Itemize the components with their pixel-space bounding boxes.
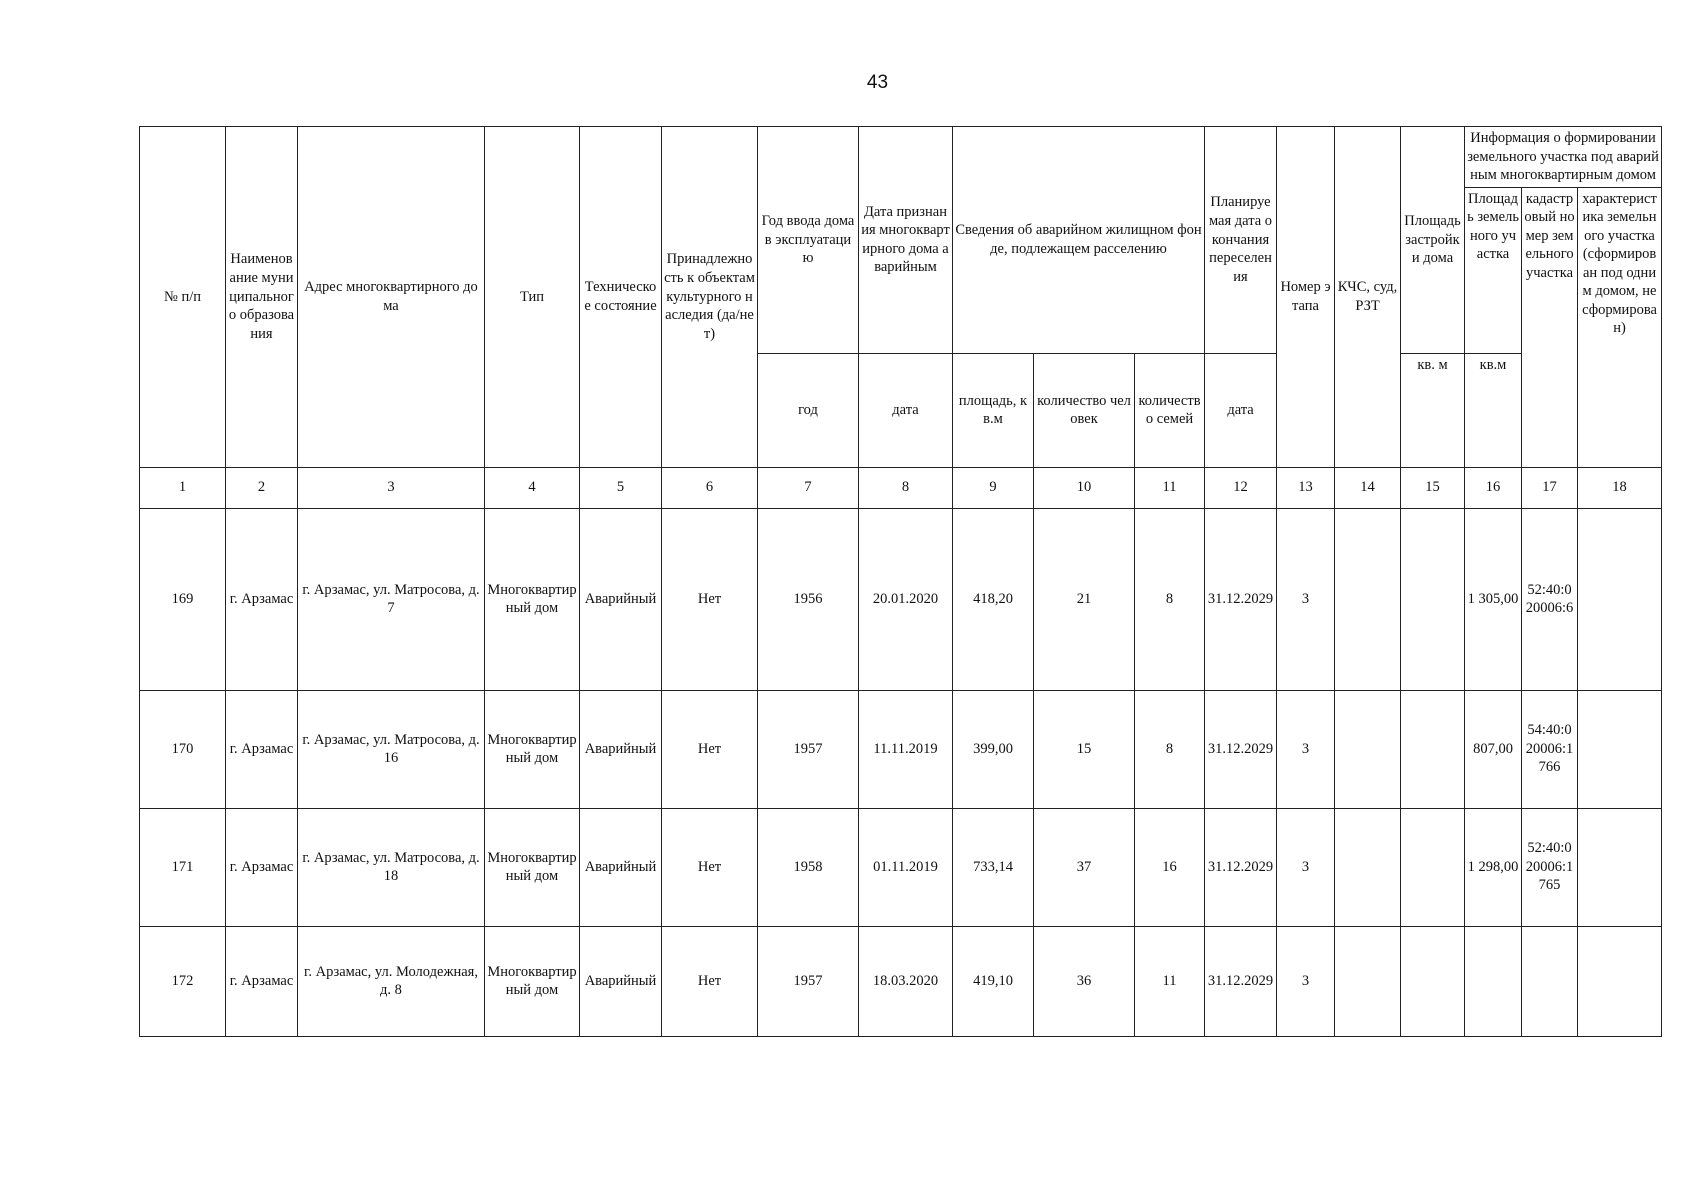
header-fund-group: Сведения об аварийном жилищном фонде, подлежащем расселению <box>953 127 1205 354</box>
cell-date-recognized: 01.11.2019 <box>859 808 953 926</box>
column-number: 3 <box>298 467 485 508</box>
header-built-area: Площадь застройки дома <box>1401 127 1465 354</box>
cell-municipality: г. Арзамас <box>226 808 298 926</box>
cell-stage: 3 <box>1277 926 1335 1036</box>
cell-date-end: 31.12.2029 <box>1205 508 1277 690</box>
column-number: 2 <box>226 467 298 508</box>
cell-people: 36 <box>1034 926 1135 1036</box>
column-number: 10 <box>1034 467 1135 508</box>
column-number: 14 <box>1335 467 1401 508</box>
cell-number: 170 <box>140 690 226 808</box>
cell-heritage: Нет <box>662 690 758 808</box>
unit-date-end: дата <box>1205 353 1277 467</box>
cell-land-characteristic <box>1578 926 1662 1036</box>
cell-year: 1956 <box>758 508 859 690</box>
column-number: 13 <box>1277 467 1335 508</box>
cell-kchs <box>1335 508 1401 690</box>
cell-land-characteristic <box>1578 690 1662 808</box>
header-cadastral: кадастровый номер земельного участка <box>1522 187 1578 467</box>
header-land-group: Информация о формировании земельного участка под аварийным многоквартирным домом <box>1465 127 1662 188</box>
header-date-recognized: Дата признания многоквартирного дома аварийным <box>859 127 953 354</box>
unit-land-area: кв.м <box>1465 353 1522 467</box>
cell-built-area <box>1401 508 1465 690</box>
header-address: Адрес многоквартирного дома <box>298 127 485 468</box>
cell-land-characteristic <box>1578 808 1662 926</box>
cell-area: 733,14 <box>953 808 1034 926</box>
header-land-area: Площадь земельного участка <box>1465 187 1522 353</box>
unit-date-recognized: дата <box>859 353 953 467</box>
cell-stage: 3 <box>1277 508 1335 690</box>
column-number-row <box>140 467 1662 508</box>
column-number: 5 <box>580 467 662 508</box>
cell-heritage: Нет <box>662 808 758 926</box>
unit-built-area: кв. м <box>1401 353 1465 467</box>
column-number: 6 <box>662 467 758 508</box>
column-number: 15 <box>1401 467 1465 508</box>
header-type: Тип <box>485 127 580 468</box>
cell-number: 171 <box>140 808 226 926</box>
cell-kchs <box>1335 690 1401 808</box>
unit-families: количество семей <box>1135 353 1205 467</box>
cell-municipality: г. Арзамас <box>226 926 298 1036</box>
header-municipality: Наименование муниципального образования <box>226 127 298 468</box>
cell-municipality: г. Арзамас <box>226 690 298 808</box>
cell-address: г. Арзамас, ул. Матросова, д. 18 <box>298 808 485 926</box>
cell-kchs <box>1335 926 1401 1036</box>
cell-heritage: Нет <box>662 926 758 1036</box>
column-number: 8 <box>859 467 953 508</box>
table-row <box>140 926 1662 1036</box>
cell-land-characteristic <box>1578 508 1662 690</box>
column-number: 18 <box>1578 467 1662 508</box>
page-number: 43 <box>866 72 889 93</box>
cell-land-area: 1 305,00 <box>1465 508 1522 690</box>
cell-date-end: 31.12.2029 <box>1205 808 1277 926</box>
cell-land-area: 807,00 <box>1465 690 1522 808</box>
cell-date-end: 31.12.2029 <box>1205 690 1277 808</box>
header-year: Год ввода дома в эксплуатацию <box>758 127 859 354</box>
emergency-housing-table <box>139 126 1662 1037</box>
table-row <box>140 808 1662 926</box>
cell-area: 399,00 <box>953 690 1034 808</box>
cell-people: 37 <box>1034 808 1135 926</box>
header-date-end: Планируемая дата окончания переселения <box>1205 127 1277 354</box>
cell-condition: Аварийный <box>580 508 662 690</box>
cell-year: 1957 <box>758 926 859 1036</box>
cell-cadastral: 52:40:020006:1765 <box>1522 808 1578 926</box>
cell-land-area: 1 298,00 <box>1465 808 1522 926</box>
table-row <box>140 690 1662 808</box>
cell-built-area <box>1401 690 1465 808</box>
header-number: № п/п <box>140 127 226 468</box>
column-number: 16 <box>1465 467 1522 508</box>
cell-number: 169 <box>140 508 226 690</box>
unit-area: площадь, кв.м <box>953 353 1034 467</box>
cell-families: 11 <box>1135 926 1205 1036</box>
cell-condition: Аварийный <box>580 926 662 1036</box>
cell-year: 1957 <box>758 690 859 808</box>
column-number: 11 <box>1135 467 1205 508</box>
cell-stage: 3 <box>1277 808 1335 926</box>
cell-built-area <box>1401 808 1465 926</box>
cell-area: 418,20 <box>953 508 1034 690</box>
cell-families: 8 <box>1135 690 1205 808</box>
cell-type: Многоквартирный дом <box>485 508 580 690</box>
cell-area: 419,10 <box>953 926 1034 1036</box>
cell-type: Многоквартирный дом <box>485 808 580 926</box>
cell-cadastral: 52:40:020006:6 <box>1522 508 1578 690</box>
cell-date-recognized: 18.03.2020 <box>859 926 953 1036</box>
column-number: 12 <box>1205 467 1277 508</box>
cell-type: Многоквартирный дом <box>485 926 580 1036</box>
table-row <box>140 508 1662 690</box>
column-number: 17 <box>1522 467 1578 508</box>
unit-year: год <box>758 353 859 467</box>
cell-people: 21 <box>1034 508 1135 690</box>
cell-kchs <box>1335 808 1401 926</box>
column-number: 4 <box>485 467 580 508</box>
cell-families: 16 <box>1135 808 1205 926</box>
cell-stage: 3 <box>1277 690 1335 808</box>
cell-address: г. Арзамас, ул. Матросова, д. 16 <box>298 690 485 808</box>
cell-condition: Аварийный <box>580 808 662 926</box>
cell-cadastral: 54:40:020006:1766 <box>1522 690 1578 808</box>
header-heritage: Принадлежность к объектам культурного наследия (да/нет) <box>662 127 758 468</box>
cell-date-end: 31.12.2029 <box>1205 926 1277 1036</box>
cell-families: 8 <box>1135 508 1205 690</box>
column-number: 9 <box>953 467 1034 508</box>
cell-cadastral <box>1522 926 1578 1036</box>
cell-people: 15 <box>1034 690 1135 808</box>
cell-address: г. Арзамас, ул. Матросова, д. 7 <box>298 508 485 690</box>
cell-year: 1958 <box>758 808 859 926</box>
column-number: 1 <box>140 467 226 508</box>
cell-condition: Аварийный <box>580 690 662 808</box>
cell-municipality: г. Арзамас <box>226 508 298 690</box>
cell-type: Многоквартирный дом <box>485 690 580 808</box>
header-stage: Номер этапа <box>1277 127 1335 468</box>
cell-address: г. Арзамас, ул. Молодежная, д. 8 <box>298 926 485 1036</box>
header-kchs: КЧС, суд, РЗТ <box>1335 127 1401 468</box>
cell-land-area <box>1465 926 1522 1036</box>
cell-date-recognized: 20.01.2020 <box>859 508 953 690</box>
cell-built-area <box>1401 926 1465 1036</box>
unit-people: количество человек <box>1034 353 1135 467</box>
header-land-characteristic: характеристика земельного участка (сформирован под одним домом, не сформирован) <box>1578 187 1662 467</box>
column-number: 7 <box>758 467 859 508</box>
header-condition: Техническое состояние <box>580 127 662 468</box>
cell-heritage: Нет <box>662 508 758 690</box>
cell-date-recognized: 11.11.2019 <box>859 690 953 808</box>
cell-number: 172 <box>140 926 226 1036</box>
